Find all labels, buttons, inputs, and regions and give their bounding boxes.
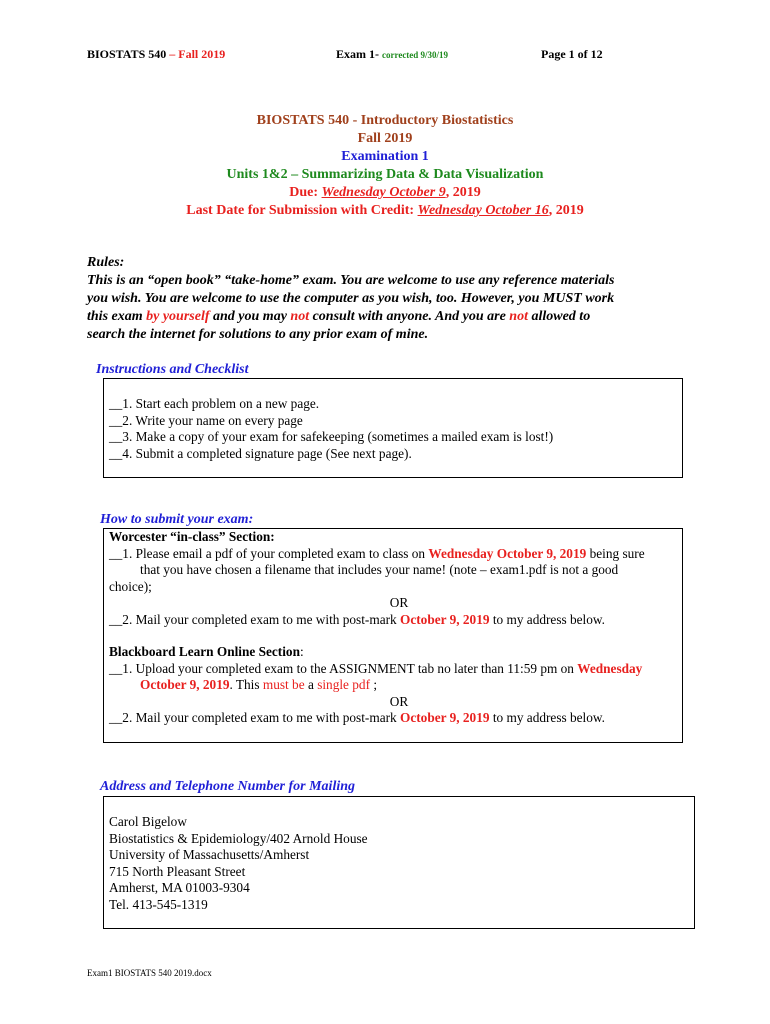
due-date: Wednesday October 9: [321, 185, 446, 200]
corrected-note: corrected 9/30/19: [382, 50, 449, 60]
blackboard-step-1: [109, 661, 679, 678]
rules-line: This is an “open book” “take-home” exam. You are welcome to use any reference materials: [87, 273, 615, 288]
worcester-heading: Worcester “in-class” Section:: [109, 529, 275, 544]
exam-label: Exam 1-: [336, 47, 379, 61]
header-term: Fall 2019: [178, 47, 226, 61]
worcester-step-1: [109, 546, 679, 563]
address-line: 715 North Pleasant Street: [109, 863, 246, 879]
course-code: BIOSTATS 540: [87, 47, 167, 61]
blackboard-heading-colon: :: [299, 644, 304, 659]
units-title: Units 1&2 – Summarizing Data & Data Visualization: [226, 167, 544, 182]
instructions-box: [103, 378, 683, 478]
or-divider: OR: [389, 693, 409, 709]
deadline-text: October 9, 2019: [140, 677, 230, 692]
step-text: to my address below.: [489, 710, 605, 725]
or-divider: OR: [389, 595, 409, 610]
address-line: University of Massachusetts/Amherst: [109, 847, 310, 862]
blackboard-step-2: [109, 710, 679, 727]
deadline-text: October 9, 2019: [400, 710, 490, 725]
blackboard-heading: [109, 644, 679, 661]
due-date-line: [0, 184, 770, 202]
deadline-text: Wednesday October 9, 2019: [428, 545, 587, 561]
submit-title: How to submit your exam:: [100, 512, 254, 527]
rules-emphasis: not: [509, 309, 528, 324]
deadline-text: Wednesday: [577, 660, 643, 676]
step-text: __2. Mail your completed exam to me with post-mark: [109, 710, 400, 725]
step-text: a: [304, 677, 318, 692]
emphasis-text: single pdf: [317, 677, 370, 692]
header-exam: [336, 47, 448, 62]
spacer: [109, 628, 679, 644]
submit-content: [109, 529, 679, 727]
checklist: [109, 396, 553, 462]
header-course: [87, 47, 225, 62]
address-lines: [109, 814, 368, 913]
rules-text: consult with anyone. And you are: [309, 309, 510, 324]
step-text: __2. Mail your completed exam to me with post-mark: [109, 611, 400, 627]
last-date-line: [0, 202, 770, 220]
checklist-item: __1. Start each problem on a new page.: [109, 396, 320, 411]
step-text: ;: [370, 677, 378, 692]
step-text: __1. Upload your completed exam to the ASSIGNMENT tab no later than 11:59 pm on: [109, 660, 578, 676]
step-text: . This: [229, 677, 263, 692]
page-number: Page 1 of 12: [541, 47, 603, 61]
step-text: to my address below.: [489, 611, 605, 627]
rules-line: you wish. You are welcome to use the computer as you wish, too. However, you MUST work: [87, 291, 615, 306]
course-title: BIOSTATS 540 - Introductory Biostatistics: [256, 113, 514, 128]
address-line: Carol Bigelow: [109, 814, 187, 829]
checklist-item: __2. Write your name on every page: [109, 412, 303, 428]
rules-line: [87, 308, 687, 326]
rules-emphasis: not: [290, 309, 310, 324]
address-line: Biostatistics & Epidemiology/402 Arnold House: [109, 830, 368, 846]
header-dash: –: [169, 47, 176, 61]
rules-heading: Rules:: [87, 255, 125, 270]
last-date-year: , 2019: [548, 203, 584, 218]
checklist-item: __3. Make a copy of your exam for safekeeping (sometimes a mailed exam is lost!): [109, 429, 554, 444]
rules-text: this exam: [87, 309, 147, 324]
rules-line: search the internet for solutions to any prior exam of mine.: [87, 327, 429, 342]
footer-filename: Exam1 BIOSTATS 540 2019.docx: [87, 968, 212, 978]
address-line: Amherst, MA 01003-9304: [109, 880, 250, 895]
address-title: Address and Telephone Number for Mailing: [100, 779, 356, 794]
address-box: [103, 796, 695, 929]
step-text: being sure: [586, 545, 645, 561]
last-date: Wednesday October 16: [417, 203, 549, 218]
worcester-step-2: [109, 612, 679, 629]
exam-title: Examination 1: [341, 149, 429, 164]
step-text: __1. Please email a pdf of your completed exam to class on: [109, 545, 429, 561]
worcester-step-1-end: choice);: [109, 578, 152, 594]
blackboard-heading-text: Blackboard Learn Online Section: [109, 644, 300, 659]
due-label: Due:: [289, 185, 322, 200]
rules-emphasis: by yourself: [146, 309, 210, 324]
deadline-text: October 9, 2019: [400, 611, 490, 627]
submit-box: [103, 528, 683, 743]
term-title: Fall 2019: [357, 131, 413, 146]
instructions-title: Instructions and Checklist: [96, 362, 249, 377]
blackboard-step-1-cont: [109, 677, 679, 694]
rules-text: and you may: [209, 309, 291, 324]
last-date-label: Last Date for Submission with Credit:: [186, 203, 418, 218]
checklist-item: __4. Submit a completed signature page (See next page).: [109, 445, 412, 461]
address-line: Tel. 413-545-1319: [109, 896, 208, 912]
rules-text: allowed to: [527, 309, 591, 324]
emphasis-text: must be: [262, 677, 305, 692]
title-block: [0, 112, 770, 220]
worcester-step-1-cont: that you have chosen a filename that includes your name! (note – exam1.pdf is not a good: [140, 562, 619, 577]
due-year: , 2019: [445, 185, 481, 200]
rules-section: [87, 254, 687, 344]
